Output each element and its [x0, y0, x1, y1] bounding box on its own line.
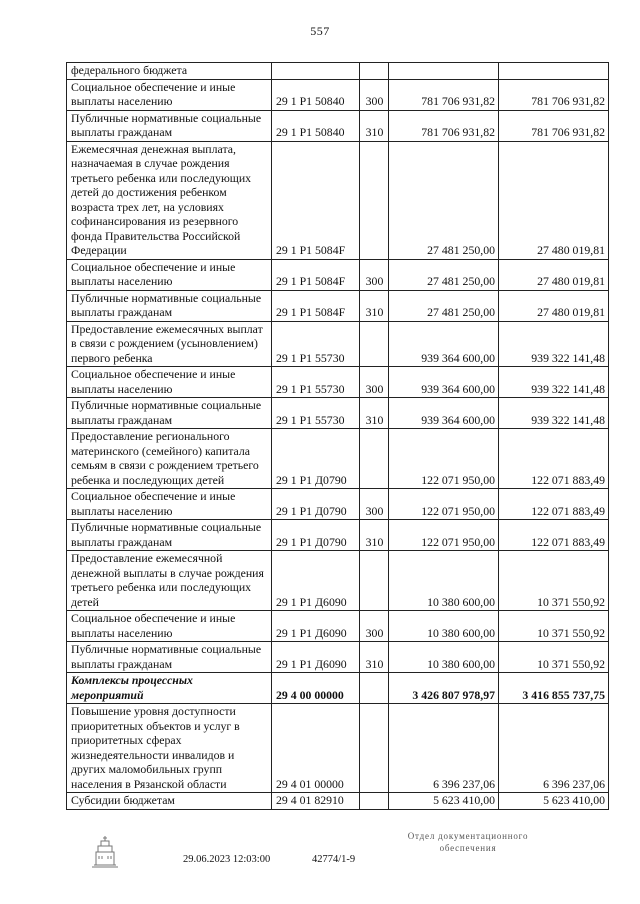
row-type-cell	[360, 63, 389, 80]
row-code-cell: 29 1 P1 50840	[272, 110, 360, 141]
row-code-cell: 29 1 P1 5084F	[272, 290, 360, 321]
row-code-cell	[272, 63, 360, 80]
row-plan-amount-cell: 27 481 250,00	[389, 141, 499, 259]
stamp-line-2: обеспечения	[439, 843, 497, 853]
row-plan-amount-cell	[389, 63, 499, 80]
document-number: 42774/1-9	[312, 854, 356, 865]
row-code-cell: 29 1 P1 Д6090	[272, 642, 360, 673]
table-row	[67, 398, 609, 429]
row-name-cell: Комплексы процессных мероприятий	[67, 673, 272, 704]
row-code-cell: 29 1 P1 Д0790	[272, 429, 360, 489]
table-row	[67, 611, 609, 642]
row-plan-amount-cell: 939 364 600,00	[389, 321, 499, 367]
emblem-icon	[88, 832, 122, 868]
row-type-cell: 310	[360, 290, 389, 321]
row-fact-amount-cell: 3 416 855 737,75	[499, 673, 609, 704]
row-type-cell: 310	[360, 110, 389, 141]
row-code-cell: 29 1 P1 Д0790	[272, 520, 360, 551]
table-row	[67, 673, 609, 704]
row-type-cell: 300	[360, 489, 389, 520]
row-fact-amount-cell: 10 371 550,92	[499, 642, 609, 673]
row-code-cell: 29 1 P1 5084F	[272, 259, 360, 290]
table-row	[67, 141, 609, 259]
row-code-cell: 29 4 00 00000	[272, 673, 360, 704]
row-type-cell: 310	[360, 520, 389, 551]
row-plan-amount-cell: 3 426 807 978,97	[389, 673, 499, 704]
table-row	[67, 110, 609, 141]
stamp-line-1: Отдел документационного	[407, 831, 529, 841]
row-fact-amount-cell: 27 480 019,81	[499, 259, 609, 290]
row-name-cell: Ежемесячная денежная выплата, назначаемая в случае рождения третьего ребенка или последующих детей до достижения ребенком возраста трех лет, на условиях софинансирования из резервного фонда Правительства Российской Федерации	[67, 141, 272, 259]
row-fact-amount-cell: 939 322 141,48	[499, 321, 609, 367]
row-name-cell: Социальное обеспечение и иные выплаты населению	[67, 79, 272, 110]
row-code-cell: 29 1 P1 Д6090	[272, 551, 360, 611]
row-fact-amount-cell: 10 371 550,92	[499, 551, 609, 611]
row-name-cell: Социальное обеспечение и иные выплаты населению	[67, 367, 272, 398]
row-fact-amount-cell: 122 071 883,49	[499, 429, 609, 489]
row-code-cell: 29 1 P1 55730	[272, 367, 360, 398]
row-fact-amount-cell: 122 071 883,49	[499, 520, 609, 551]
row-type-cell: 310	[360, 642, 389, 673]
row-fact-amount-cell: 6 396 237,06	[499, 704, 609, 793]
table-row	[67, 793, 609, 810]
row-name-cell: Публичные нормативные социальные выплаты гражданам	[67, 398, 272, 429]
table-row	[67, 520, 609, 551]
row-type-cell	[360, 704, 389, 793]
table-row	[67, 489, 609, 520]
row-type-cell: 310	[360, 398, 389, 429]
row-type-cell	[360, 429, 389, 489]
row-type-cell: 300	[360, 259, 389, 290]
row-name-cell: Публичные нормативные социальные выплаты гражданам	[67, 520, 272, 551]
row-code-cell: 29 4 01 00000	[272, 704, 360, 793]
row-fact-amount-cell: 27 480 019,81	[499, 141, 609, 259]
table-row	[67, 367, 609, 398]
row-fact-amount-cell	[499, 63, 609, 80]
row-plan-amount-cell: 781 706 931,82	[389, 79, 499, 110]
row-plan-amount-cell: 27 481 250,00	[389, 259, 499, 290]
row-type-cell: 300	[360, 79, 389, 110]
row-fact-amount-cell: 122 071 883,49	[499, 489, 609, 520]
row-code-cell: 29 1 P1 5084F	[272, 141, 360, 259]
row-fact-amount-cell: 939 322 141,48	[499, 367, 609, 398]
row-plan-amount-cell: 10 380 600,00	[389, 642, 499, 673]
row-plan-amount-cell: 939 364 600,00	[389, 398, 499, 429]
row-type-cell	[360, 673, 389, 704]
row-name-cell: Социальное обеспечение и иные выплаты населению	[67, 611, 272, 642]
row-plan-amount-cell: 10 380 600,00	[389, 611, 499, 642]
table-row	[67, 642, 609, 673]
row-fact-amount-cell: 939 322 141,48	[499, 398, 609, 429]
row-code-cell: 29 4 01 82910	[272, 793, 360, 810]
row-fact-amount-cell: 781 706 931,82	[499, 79, 609, 110]
row-plan-amount-cell: 5 623 410,00	[389, 793, 499, 810]
row-plan-amount-cell: 122 071 950,00	[389, 429, 499, 489]
table-row	[67, 551, 609, 611]
row-plan-amount-cell: 6 396 237,06	[389, 704, 499, 793]
row-name-cell: Повышение уровня доступности приоритетных объектов и услуг в приоритетных сферах жизнедеятельности инвалидов и других маломобильных групп населения в Рязанской области	[67, 704, 272, 793]
row-fact-amount-cell: 5 623 410,00	[499, 793, 609, 810]
row-name-cell: Предоставление регионального материнского (семейного) капитала семьям в связи с рождением третьего ребенка и последующих детей	[67, 429, 272, 489]
row-code-cell: 29 1 P1 55730	[272, 321, 360, 367]
row-plan-amount-cell: 122 071 950,00	[389, 520, 499, 551]
row-name-cell: Предоставление ежемесячной денежной выплаты в случае рождения третьего ребенка или последующих детей	[67, 551, 272, 611]
table-row	[67, 290, 609, 321]
row-plan-amount-cell: 122 071 950,00	[389, 489, 499, 520]
row-name-cell: федерального бюджета	[67, 63, 272, 80]
table-row	[67, 429, 609, 489]
row-code-cell: 29 1 P1 Д0790	[272, 489, 360, 520]
row-name-cell: Публичные нормативные социальные выплаты гражданам	[67, 290, 272, 321]
row-plan-amount-cell: 10 380 600,00	[389, 551, 499, 611]
row-code-cell: 29 1 P1 Д6090	[272, 611, 360, 642]
row-type-cell: 300	[360, 367, 389, 398]
row-name-cell: Публичные нормативные социальные выплаты гражданам	[67, 110, 272, 141]
budget-table	[66, 62, 609, 810]
row-type-cell	[360, 141, 389, 259]
table-row	[67, 63, 609, 80]
row-type-cell	[360, 321, 389, 367]
table-row	[67, 259, 609, 290]
row-type-cell	[360, 551, 389, 611]
row-code-cell: 29 1 P1 55730	[272, 398, 360, 429]
row-plan-amount-cell: 27 481 250,00	[389, 290, 499, 321]
row-fact-amount-cell: 781 706 931,82	[499, 110, 609, 141]
table-row	[67, 79, 609, 110]
row-type-cell: 300	[360, 611, 389, 642]
row-name-cell: Предоставление ежемесячных выплат в связи с рождением (усыновлением) первого ребенка	[67, 321, 272, 367]
page-number: 557	[310, 24, 330, 38]
row-plan-amount-cell: 781 706 931,82	[389, 110, 499, 141]
row-fact-amount-cell: 27 480 019,81	[499, 290, 609, 321]
table-row	[67, 321, 609, 367]
row-name-cell: Социальное обеспечение и иные выплаты населению	[67, 259, 272, 290]
row-name-cell: Социальное обеспечение и иные выплаты населению	[67, 489, 272, 520]
row-fact-amount-cell: 10 371 550,92	[499, 611, 609, 642]
table-row	[67, 704, 609, 793]
budget-table-body	[67, 63, 609, 810]
row-code-cell: 29 1 P1 50840	[272, 79, 360, 110]
row-name-cell: Публичные нормативные социальные выплаты гражданам	[67, 642, 272, 673]
print-timestamp: 29.06.2023 12:03:00	[183, 854, 271, 865]
row-plan-amount-cell: 939 364 600,00	[389, 367, 499, 398]
department-stamp	[398, 830, 538, 854]
row-type-cell	[360, 793, 389, 810]
row-name-cell: Субсидии бюджетам	[67, 793, 272, 810]
